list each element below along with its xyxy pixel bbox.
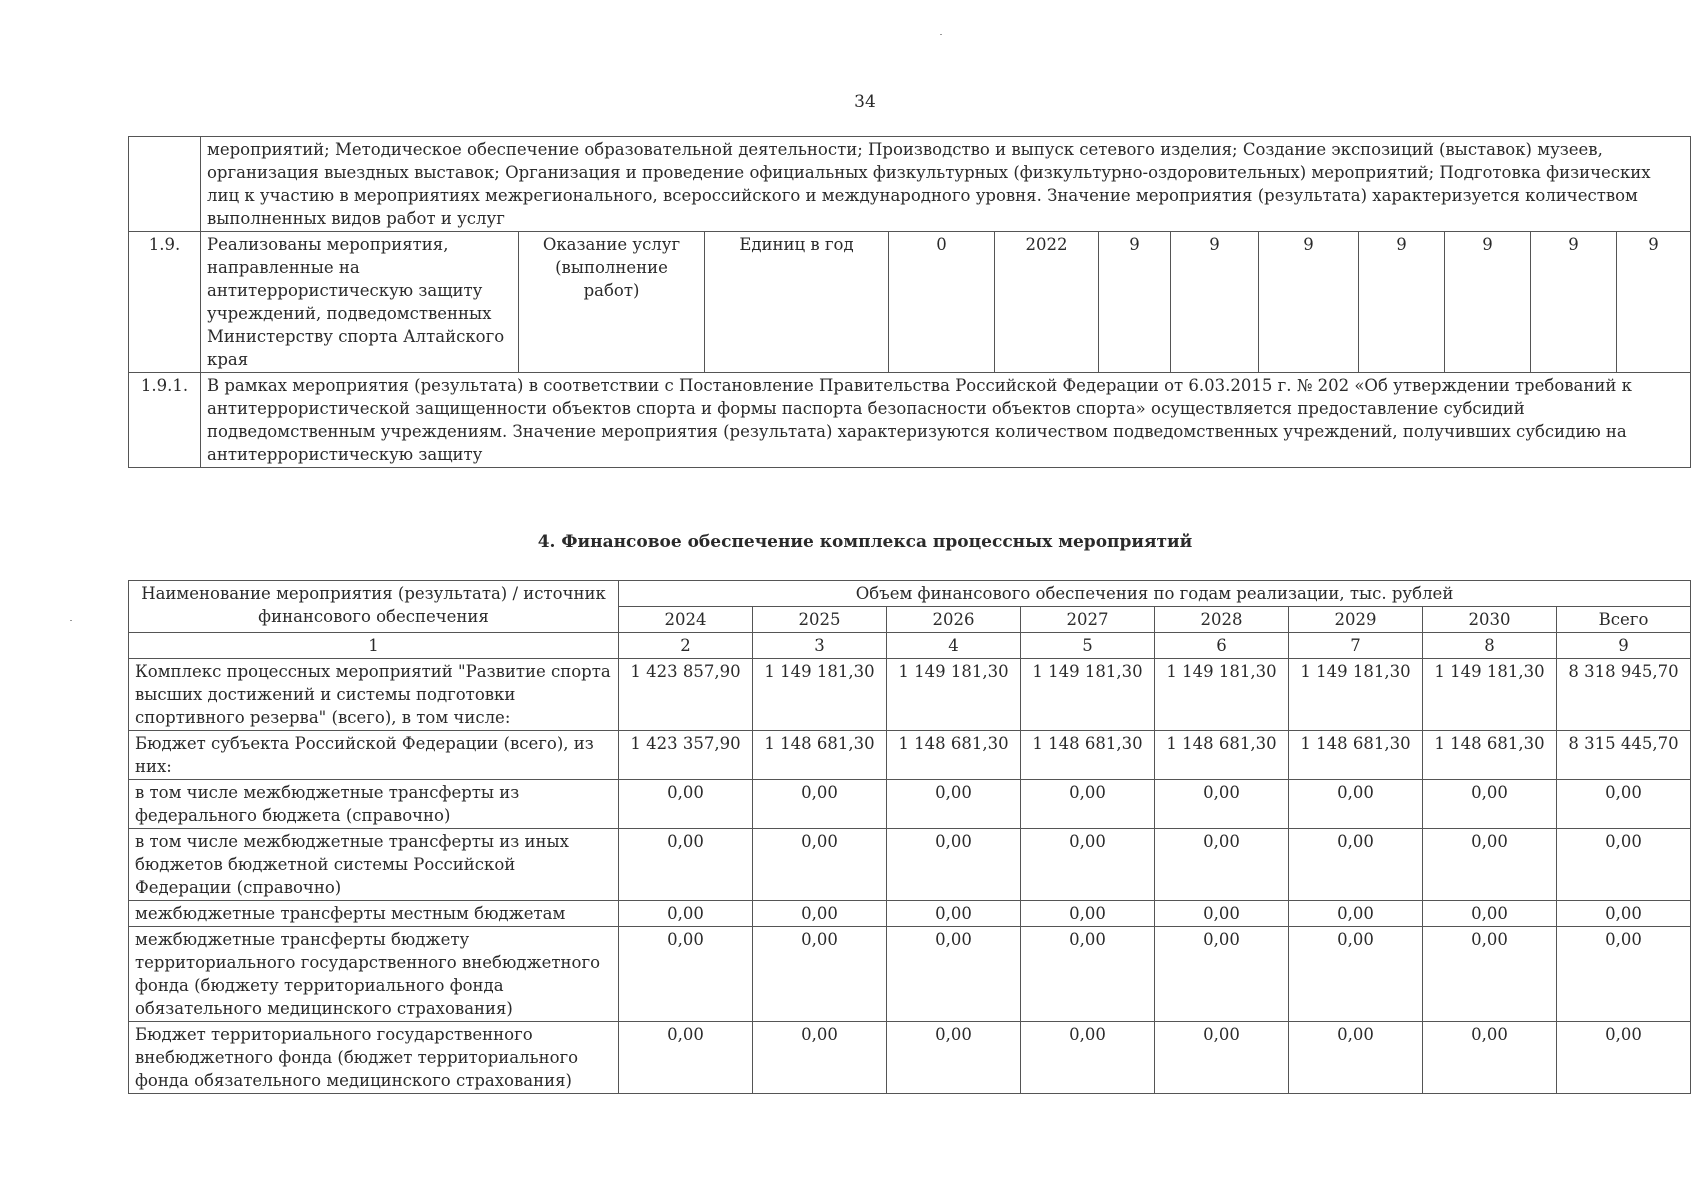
finance-value: 1 148 681,30 bbox=[887, 731, 1021, 780]
year-header: 2027 bbox=[1021, 607, 1155, 633]
finance-value: 0,00 bbox=[1289, 1022, 1423, 1094]
year-header: 2024 bbox=[619, 607, 753, 633]
year-value: 9 bbox=[1171, 232, 1259, 373]
continuation-row bbox=[129, 137, 1691, 232]
finance-row-name: в том числе межбюджетные трансферты из федерального бюджета (справочно) bbox=[129, 780, 619, 829]
section-title: 4. Финансовое обеспечение комплекса процессных мероприятий bbox=[537, 532, 1193, 552]
finance-value: 0,00 bbox=[1289, 927, 1423, 1022]
row-number: 1.9.1. bbox=[129, 373, 201, 468]
finance-row-name: Комплекс процессных мероприятий "Развитие спорта высших достижений и системы подготовки спортивного резерва" (всего), в том числе: bbox=[129, 659, 619, 731]
finance-value: 0,00 bbox=[1155, 829, 1289, 901]
col-number: 1 bbox=[129, 633, 619, 659]
header-volume: Объем финансового обеспечения по годам реализации, тыс. рублей bbox=[619, 581, 1691, 607]
finance-row-name: межбюджетные трансферты местным бюджетам bbox=[129, 901, 619, 927]
col-numbers-row bbox=[129, 633, 1691, 659]
finance-value: 8 315 445,70 bbox=[1557, 731, 1691, 780]
year-header: 2030 bbox=[1423, 607, 1557, 633]
finance-row-name: межбюджетные трансферты бюджету территориального государственного внебюджетного фонда (бюджету территориального фонда обязательного медицинского страхования) bbox=[129, 927, 619, 1022]
finance-value: 8 318 945,70 bbox=[1557, 659, 1691, 731]
finance-value: 1 149 181,30 bbox=[1423, 659, 1557, 731]
finance-value: 0,00 bbox=[753, 1022, 887, 1094]
finance-value: 1 149 181,30 bbox=[1021, 659, 1155, 731]
finance-value: 0,00 bbox=[753, 927, 887, 1022]
finance-value: 0,00 bbox=[619, 901, 753, 927]
finance-row bbox=[129, 731, 1691, 780]
year-value: 9 bbox=[1617, 232, 1691, 373]
finance-value: 0,00 bbox=[1021, 901, 1155, 927]
finance-row bbox=[129, 927, 1691, 1022]
finance-value: 0,00 bbox=[887, 1022, 1021, 1094]
continuation-num-cell bbox=[129, 137, 201, 232]
finance-value: 1 148 681,30 bbox=[1423, 731, 1557, 780]
row-number: 1.9. bbox=[129, 232, 201, 373]
row-1-9-1 bbox=[129, 373, 1691, 468]
finance-value: 0,00 bbox=[1557, 780, 1691, 829]
year-value: 9 bbox=[1359, 232, 1445, 373]
finance-value: 0,00 bbox=[887, 927, 1021, 1022]
finance-value: 1 149 181,30 bbox=[1155, 659, 1289, 731]
finance-value: 0,00 bbox=[1557, 829, 1691, 901]
header-row bbox=[129, 581, 1691, 607]
year-header: 2028 bbox=[1155, 607, 1289, 633]
base-year: 2022 bbox=[995, 232, 1099, 373]
year-header: 2026 bbox=[887, 607, 1021, 633]
finance-value: 0,00 bbox=[1155, 901, 1289, 927]
finance-value: 1 149 181,30 bbox=[753, 659, 887, 731]
finance-value: 0,00 bbox=[887, 780, 1021, 829]
col-number: 5 bbox=[1021, 633, 1155, 659]
year-value: 9 bbox=[1531, 232, 1617, 373]
finance-value: 0,00 bbox=[619, 780, 753, 829]
finance-row-name: в том числе межбюджетные трансферты из иных бюджетов бюджетной системы Российской Федерации (справочно) bbox=[129, 829, 619, 901]
finance-value: 0,00 bbox=[887, 901, 1021, 927]
base-value: 0 bbox=[889, 232, 995, 373]
finance-value: 0,00 bbox=[1557, 927, 1691, 1022]
finance-value: 0,00 bbox=[887, 829, 1021, 901]
finance-row bbox=[129, 901, 1691, 927]
scan-speck bbox=[940, 34, 942, 35]
finance-value: 0,00 bbox=[1289, 829, 1423, 901]
finance-value: 1 148 681,30 bbox=[1021, 731, 1155, 780]
finance-value: 1 148 681,30 bbox=[753, 731, 887, 780]
finance-value: 1 148 681,30 bbox=[1155, 731, 1289, 780]
finance-value: 0,00 bbox=[1021, 1022, 1155, 1094]
header-name: Наименование мероприятия (результата) / источник финансового обеспечения bbox=[129, 581, 619, 633]
col-number: 3 bbox=[753, 633, 887, 659]
continuation-text: мероприятий; Методическое обеспечение образовательной деятельности; Производство и выпуск сетевого изделия; Создание экспозиций (выставок) музеев, организация выездных выставок; Организация и проведение официальных физкультурных (физкультурно-оздоровительных) мероприятий; Подготовка физических лиц к участию в мероприятиях межрегионального, всероссийского и международного уровня. Значение мероприятия (результата) характеризуется количеством выполненных видов работ и услуг bbox=[201, 137, 1691, 232]
finance-value: 1 149 181,30 bbox=[1289, 659, 1423, 731]
finance-value: 0,00 bbox=[619, 1022, 753, 1094]
finance-value: 0,00 bbox=[1289, 901, 1423, 927]
finance-table bbox=[128, 580, 1691, 1094]
finance-value: 0,00 bbox=[1557, 901, 1691, 927]
row-1-9 bbox=[129, 232, 1691, 373]
finance-value: 1 149 181,30 bbox=[887, 659, 1021, 731]
finance-value: 0,00 bbox=[1021, 927, 1155, 1022]
finance-row bbox=[129, 1022, 1691, 1094]
row-type: Оказание услуг (выполнение работ) bbox=[519, 232, 705, 373]
finance-value: 0,00 bbox=[1423, 927, 1557, 1022]
finance-value: 0,00 bbox=[1155, 1022, 1289, 1094]
results-table bbox=[128, 136, 1691, 468]
year-header: 2029 bbox=[1289, 607, 1423, 633]
finance-value: 1 148 681,30 bbox=[1289, 731, 1423, 780]
finance-value: 0,00 bbox=[1289, 780, 1423, 829]
finance-value: 0,00 bbox=[753, 780, 887, 829]
finance-value: 0,00 bbox=[1423, 829, 1557, 901]
col-number: 9 bbox=[1557, 633, 1691, 659]
col-number: 2 bbox=[619, 633, 753, 659]
finance-value: 0,00 bbox=[1021, 780, 1155, 829]
year-value: 9 bbox=[1099, 232, 1171, 373]
finance-value: 0,00 bbox=[1423, 1022, 1557, 1094]
finance-row-name: Бюджет территориального государственного внебюджетного фонда (бюджет территориального фонда обязательного медицинского страхования) bbox=[129, 1022, 619, 1094]
finance-value: 0,00 bbox=[753, 901, 887, 927]
row-description: В рамках мероприятия (результата) в соответствии с Постановление Правительства Российской Федерации от 6.03.2015 г. № 202 «Об утверждении требований к антитеррористической защищенности объектов спорта и формы паспорта безопасности объектов спорта» осуществляется предоставление субсидий подведомственным учреждениям. Значение мероприятия (результата) характеризуются количеством подведомственных учреждений, получивших субсидию на антитеррористическую защиту bbox=[201, 373, 1691, 468]
col-number: 4 bbox=[887, 633, 1021, 659]
year-value: 9 bbox=[1259, 232, 1359, 373]
finance-value: 0,00 bbox=[753, 829, 887, 901]
finance-value: 0,00 bbox=[1423, 780, 1557, 829]
col-number: 8 bbox=[1423, 633, 1557, 659]
finance-value: 0,00 bbox=[1155, 927, 1289, 1022]
finance-row bbox=[129, 659, 1691, 731]
page-number: 34 bbox=[854, 92, 876, 112]
year-value: 9 bbox=[1445, 232, 1531, 373]
finance-body bbox=[129, 659, 1691, 1094]
col-number: 6 bbox=[1155, 633, 1289, 659]
year-header: 2025 bbox=[753, 607, 887, 633]
row-name: Реализованы мероприятия, направленные на антитеррористическую защиту учреждений, подведомственных Министерству спорта Алтайского края bbox=[201, 232, 519, 373]
finance-row-name: Бюджет субъекта Российской Федерации (всего), из них: bbox=[129, 731, 619, 780]
scan-speck bbox=[70, 620, 72, 621]
finance-value: 1 423 357,90 bbox=[619, 731, 753, 780]
finance-value: 0,00 bbox=[1557, 1022, 1691, 1094]
finance-value: 1 423 857,90 bbox=[619, 659, 753, 731]
total-header: Всего bbox=[1557, 607, 1691, 633]
col-number: 7 bbox=[1289, 633, 1423, 659]
finance-value: 0,00 bbox=[1155, 780, 1289, 829]
finance-value: 0,00 bbox=[619, 829, 753, 901]
finance-row bbox=[129, 780, 1691, 829]
finance-value: 0,00 bbox=[1021, 829, 1155, 901]
finance-row bbox=[129, 829, 1691, 901]
finance-value: 0,00 bbox=[1423, 901, 1557, 927]
finance-value: 0,00 bbox=[619, 927, 753, 1022]
row-unit: Единиц в год bbox=[705, 232, 889, 373]
